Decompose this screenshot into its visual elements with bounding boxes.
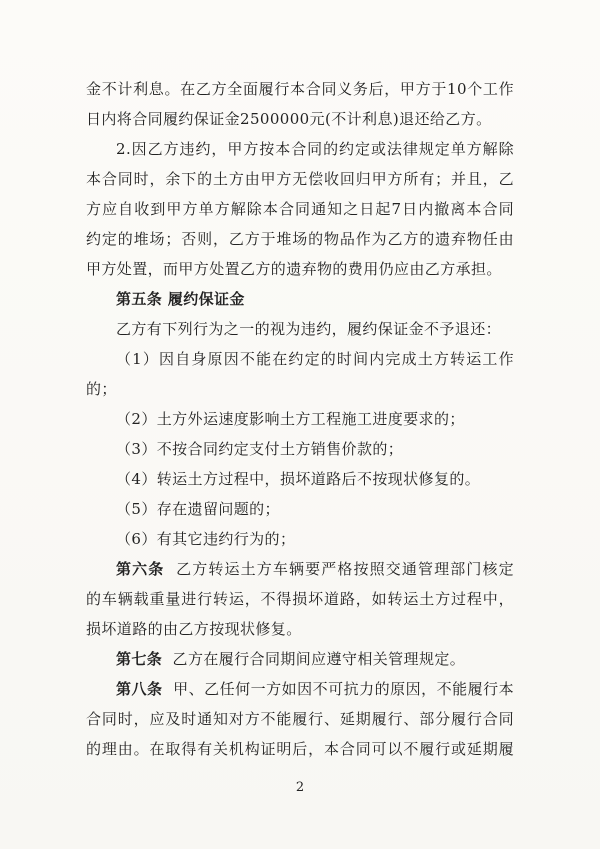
article-6-heading: 第六条 [116, 560, 165, 578]
page-number: 2 [295, 780, 305, 795]
paragraph-lines [86, 74, 514, 554]
article-7-heading: 第七条 [116, 650, 163, 668]
text-line: 日内将合同履约保证金2500000元(不计利息)退还给乙方。 [86, 110, 492, 128]
article-7-text-1: 乙方在履行合同期间应遵守相关管理规定。 [172, 650, 466, 668]
article-5-heading: 第五条 履约保证金 [116, 290, 245, 308]
text-line: （2）土方外运速度影响土方工程施工进度要求的； [116, 410, 465, 428]
article-7-line-1 [86, 644, 514, 674]
text-line: （5）存在遗留问题的； [116, 500, 280, 518]
article-8-text-1: 甲、乙任何一方如因不可抗力的原因，不能履行本 [173, 680, 514, 698]
text-line: 乙方有下列行为之一的视为违约，履约保证金不予退还： [116, 320, 502, 338]
text-line: 甲方处置，而甲方处置乙方的遗弃物的费用仍应由乙方承担。 [86, 260, 502, 278]
text-line: 约定的堆场；否则，乙方于堆场的物品作为乙方的遗弃物任由 [86, 230, 514, 248]
text-line: （4）转运土方过程中，损坏道路后不按现状修复的。 [116, 470, 481, 488]
text-line: 本合同时，余下的土方由甲方无偿收回归甲方所有；并且，乙 [86, 170, 514, 188]
text-line: 方应自收到甲方单方解除本合同通知之日起7日内撤离本合同 [86, 200, 514, 218]
text-line: （6）有其它违约行为的； [116, 530, 296, 548]
article-8-line-1 [86, 674, 514, 704]
article-8-line-3: 的理由。在取得有关机构证明后，本合同可以不履行或延期履 [86, 740, 514, 758]
text-line: 金不计利息。在乙方全面履行本合同义务后，甲方于10个工作 [86, 80, 514, 98]
text-line: 的； [86, 380, 117, 398]
article-8-line-2: 合同时，应及时通知对方不能履行、延期履行、部分履行合同 [86, 710, 514, 728]
article-6-line-1 [86, 554, 514, 584]
text-line: （1）因自身原因不能在约定的时间内完成土方转运工作 [116, 350, 514, 368]
article-6-line-2: 的车辆载重量进行转运，不得损坏道路，如转运土方过程中， [86, 590, 514, 608]
text-line: 2.因乙方违约，甲方按本合同的约定或法律规定单方解除 [116, 140, 514, 158]
article-6-text-1: 乙方转运土方车辆要严格按照交通管理部门核定 [176, 560, 514, 578]
article-6-line-3: 损坏道路的由乙方按现状修复。 [86, 620, 302, 638]
text-line: （3）不按合同约定支付土方销售价款的； [116, 440, 404, 458]
document-body [86, 74, 514, 764]
article-8-heading: 第八条 [116, 680, 163, 698]
